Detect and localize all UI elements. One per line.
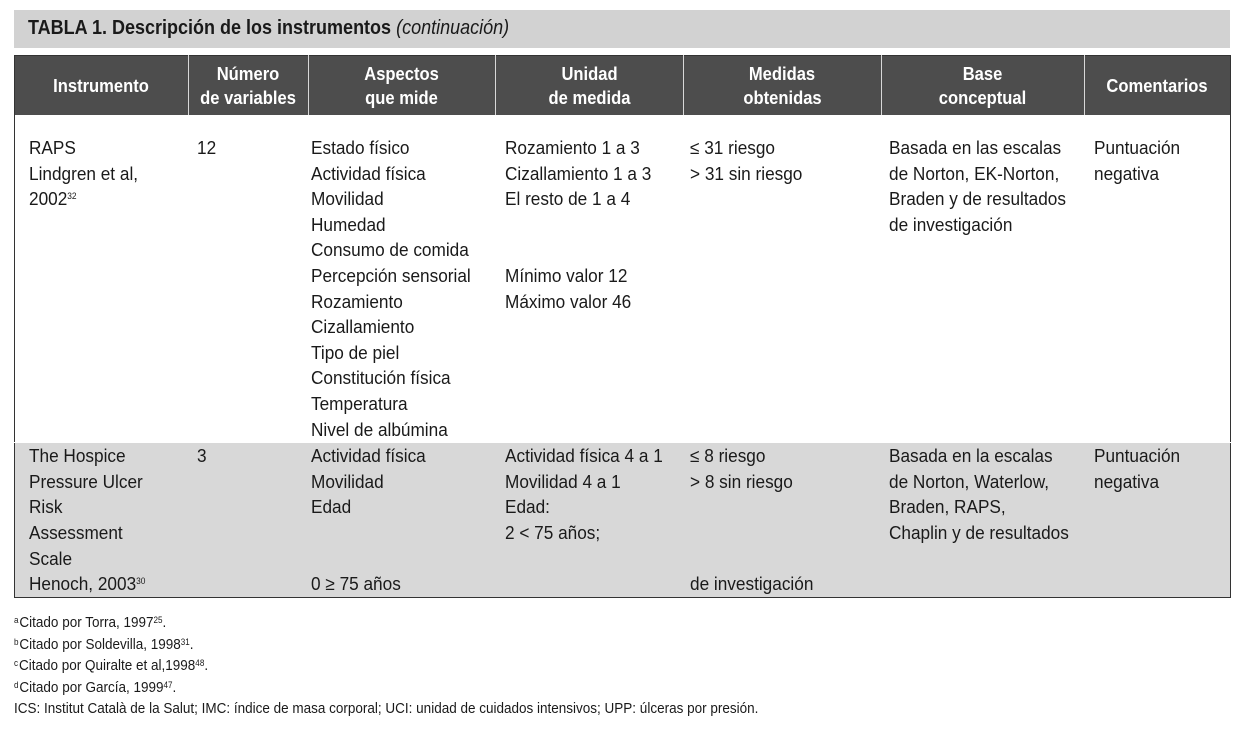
header-base: Base conceptual: [882, 56, 1085, 116]
instruments-table: [14, 55, 1231, 598]
cell-comments: Puntuación negativa: [1093, 137, 1180, 184]
footnote-c: $^c$Citado por Quiralte et al,1998$^{48}$.: [14, 657, 209, 674]
table-header-row: [15, 56, 1231, 116]
footnote-b: $^b$Citado por Soldevilla, 1998$^{31}$.: [14, 635, 194, 653]
aspects-bottom-note: 0 ≥ 75 años: [310, 573, 401, 595]
cell-aspects: Actividad física Movilidad Edad 0 ≥ 75 años: [309, 443, 496, 598]
header-comentarios: Comentarios: [1085, 56, 1231, 116]
cell-unit: Actividad física 4 a 1 Movilidad 4 a 1 Edad: 2 < 75 años;: [496, 443, 684, 598]
cell-aspects: Estado físico Actividad física Movilidad Humedad Consumo de comida Percepción sensorial Rozamiento Cizallamiento Tipo de piel Constitución física Temperatura Nivel de albúmina: [310, 137, 471, 440]
table-row-hospice: [15, 443, 1231, 598]
header-unidad: Unidad de medida: [496, 56, 684, 116]
cell-num-vars: 12: [196, 137, 216, 158]
header-medidas: Medidas obtenidas: [684, 56, 882, 116]
footnotes: [14, 612, 841, 720]
table-title-bar: [14, 10, 1230, 50]
measures-bottom-note: de investigación: [689, 573, 813, 595]
cell-measures: ≤ 8 riesgo > 8 sin riesgo de investigación: [684, 443, 882, 598]
header-instrumento: Instrumento: [15, 56, 189, 116]
header-aspectos: Aspectos que mide: [309, 56, 496, 116]
cell-measures: ≤ 31 riesgo > 31 sin riesgo: [689, 137, 802, 184]
abbreviations-note: ICS: Institut Català de la Salut; IMC: índice de masa corporal; UCI: unidad de cuidados intensivos; UPP: úlceras por presión.: [14, 700, 759, 717]
table-title: TABLA 1. Descripción de los instrumentos (continuación): [28, 17, 510, 39]
cell-unit: Rozamiento 1 a 3 Cizallamiento 1 a 3 El resto de 1 a 4 Mínimo valor 12 Máximo valor 46: [504, 137, 651, 312]
cell-num-vars: 3: [189, 443, 309, 598]
footnote-a: $^a$Citado por Torra, 1997$^{25}$.: [14, 614, 167, 631]
cell-instrument: RAPS Lindgren et al, 2002$^{32}$: [29, 137, 139, 210]
cell-base: Basada en las escalas de Norton, EK-Norton, Braden y de resultados de investigación: [888, 137, 1066, 235]
footnote-d: $^d$Citado por García, 1999$^{47}$.: [14, 678, 177, 696]
table-title-suffix: (continuación): [396, 17, 510, 39]
cell-comments: Puntuación negativa: [1085, 443, 1231, 598]
header-numero-variables: Número de variables: [189, 56, 309, 116]
table-row-raps: [15, 115, 1231, 443]
cell-base: Basada en la escalas de Norton, Waterlow, Braden, RAPS, Chaplin y de resultados: [882, 443, 1085, 598]
cell-instrument: The Hospice Pressure Ulcer Risk Assessment Scale Henoch, 2003$^{30}$: [15, 443, 189, 598]
